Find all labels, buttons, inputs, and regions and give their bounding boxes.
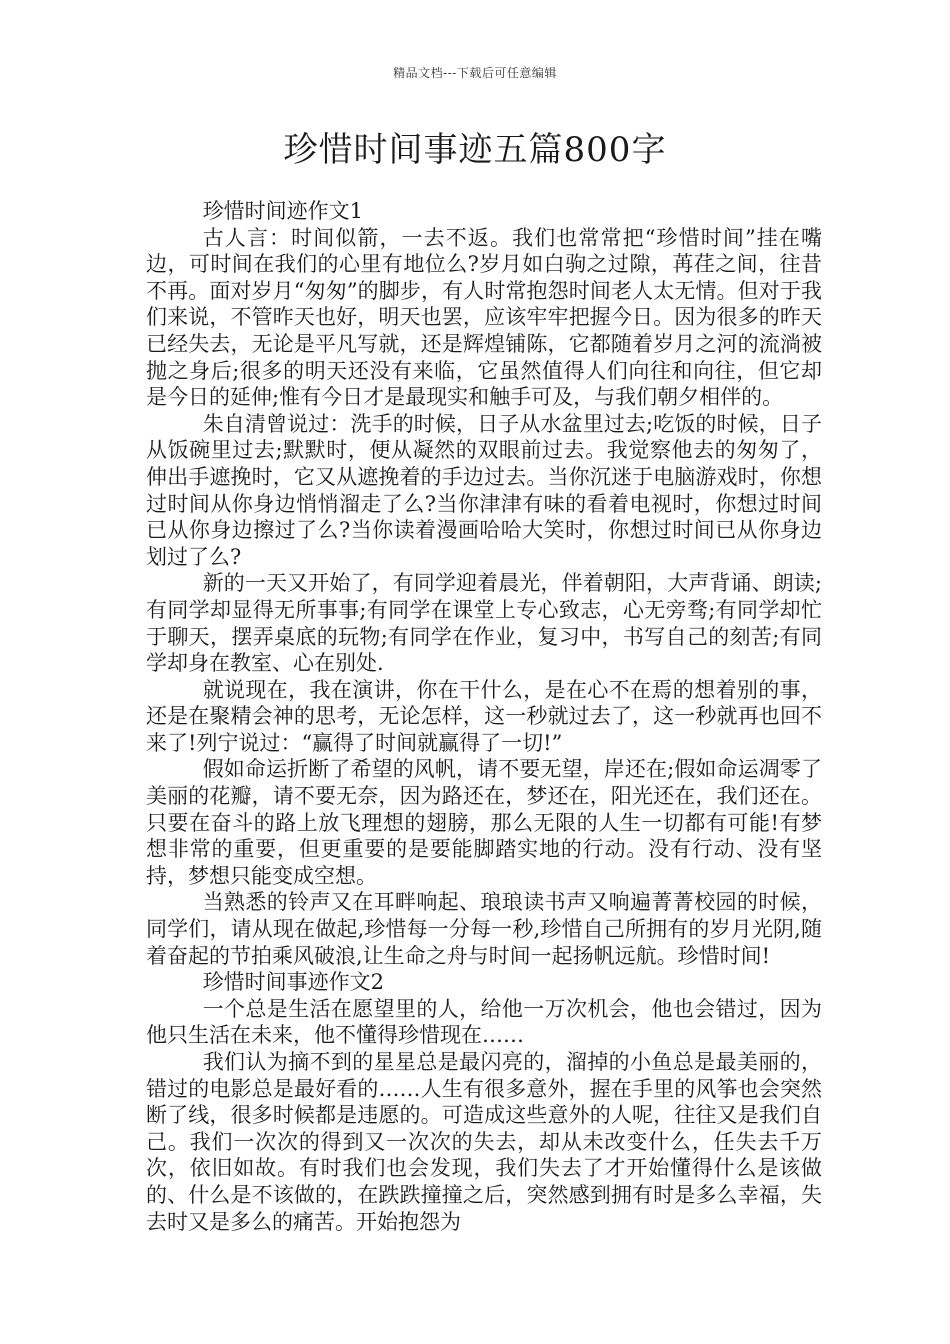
body-paragraph: 假如命运折断了希望的风帆，请不要无望，岸还在;假如命运凋零了美丽的花瓣，请不要无奈，因为路还在，梦还在，阳光还在，我们还在。只要在奋斗的路上放飞理想的翅膀，那么无限的人生一切都有可能!有梦想非常的重要，但更重要的是要能脚踏实地的行动。没有行动、没有坚持，梦想只能变成空想。 — [146, 757, 822, 888]
section-heading: 珍惜时间迹作文1 — [202, 199, 364, 223]
section-heading: 珍惜时间事迹作文2 — [202, 970, 385, 995]
document-body — [146, 198, 822, 1235]
body-paragraph: 朱自清曾说过：洗手的时候，日子从水盆里过去;吃饭的时候，日子从饭碗里过去;默默时，便从凝然的双眼前过去。我觉察他去的匆匆了，伸出手遮挽时，它又从遮挽着的手边过去。当你沉迷于电脑游戏时，你想过时间从你身边悄悄溜走了么?当你津津有味的看着电视时，你想过时间已从你身边擦过了么?当你读着漫画哈哈大笑时，你想过时间已从你身边划过了么? — [146, 411, 822, 569]
body-paragraph: 当熟悉的铃声又在耳畔响起、琅琅读书声又响遍菁菁校园的时候，同学们，请从现在做起,珍惜每一分每一秒,珍惜自己所拥有的岁月光阴,随着奋起的节拍乘风破浪,让生命之舟与时间一起扬帆远航。珍惜时间! — [146, 890, 822, 968]
body-paragraph: 一个总是生活在愿望里的人，给他一万次机会，他也会错过，因为他只生活在未来，他不懂得珍惜现在…… — [146, 996, 822, 1048]
body-paragraph: 我们认为摘不到的星星总是最闪亮的，溜掉的小鱼总是最美丽的，错过的电影总是最好看的……人生有很多意外，握在手里的风筝也会突然断了线，很多时候都是违愿的。可造成这些意外的人呢，往往又是我们自己。我们一次次的得到又一次次的失去，却从未改变什么，任失去千万次，依旧如故。有时我们也会发现，我们失去了才开始懂得什么是该做的、什么是不该做的，在跌跌撞撞之后，突然感到拥有时是多么幸福，失去时又是多么的痛苦。开始抱怨为 — [146, 1050, 822, 1234]
header-note: 精品文档---下载后可任意编辑 — [393, 66, 557, 80]
body-paragraph: 就说现在，我在演讲，你在干什么，是在心不在焉的想着别的事，还是在聚精会神的思考，无论怎样，这一秒就过去了，这一秒就再也回不来了!列宁说过：“赢得了时间就赢得了一切!” — [146, 677, 822, 755]
document-title: 珍惜时间事迹五篇800字 — [283, 130, 667, 170]
body-paragraph: 新的一天又开始了，有同学迎着晨光，伴着朝阳，大声背诵、朗读;有同学却显得无所事事;有同学在课堂上专心致志，心无旁骛;有同学却忙于聊天，摆弄桌底的玩物;有同学在作业，复习中，书写自己的刻苦;有同学却身在教室、心在别处. — [146, 571, 822, 676]
body-paragraph: 古人言：时间似箭，一去不返。我们也常常把“珍惜时间”挂在嘴边，可时间在我们的心里有地位么?岁月如白驹之过隙，苒荏之间，往昔不再。面对岁月“匆匆”的脚步，有人时常抱怨时间老人太无情。但对于我们来说，不管昨天也好，明天也罢，应该牢牢把握今日。因为很多的昨天已经失去，无论是平凡写就，还是辉煌铺陈，它都随着岁月之河的流淌被抛之身后;很多的明天还没有来临，它虽然值得人们向往和向往，但它却是今日的延伸;惟有今日才是最现实和触手可及，与我们朝夕相伴的。 — [146, 225, 822, 410]
